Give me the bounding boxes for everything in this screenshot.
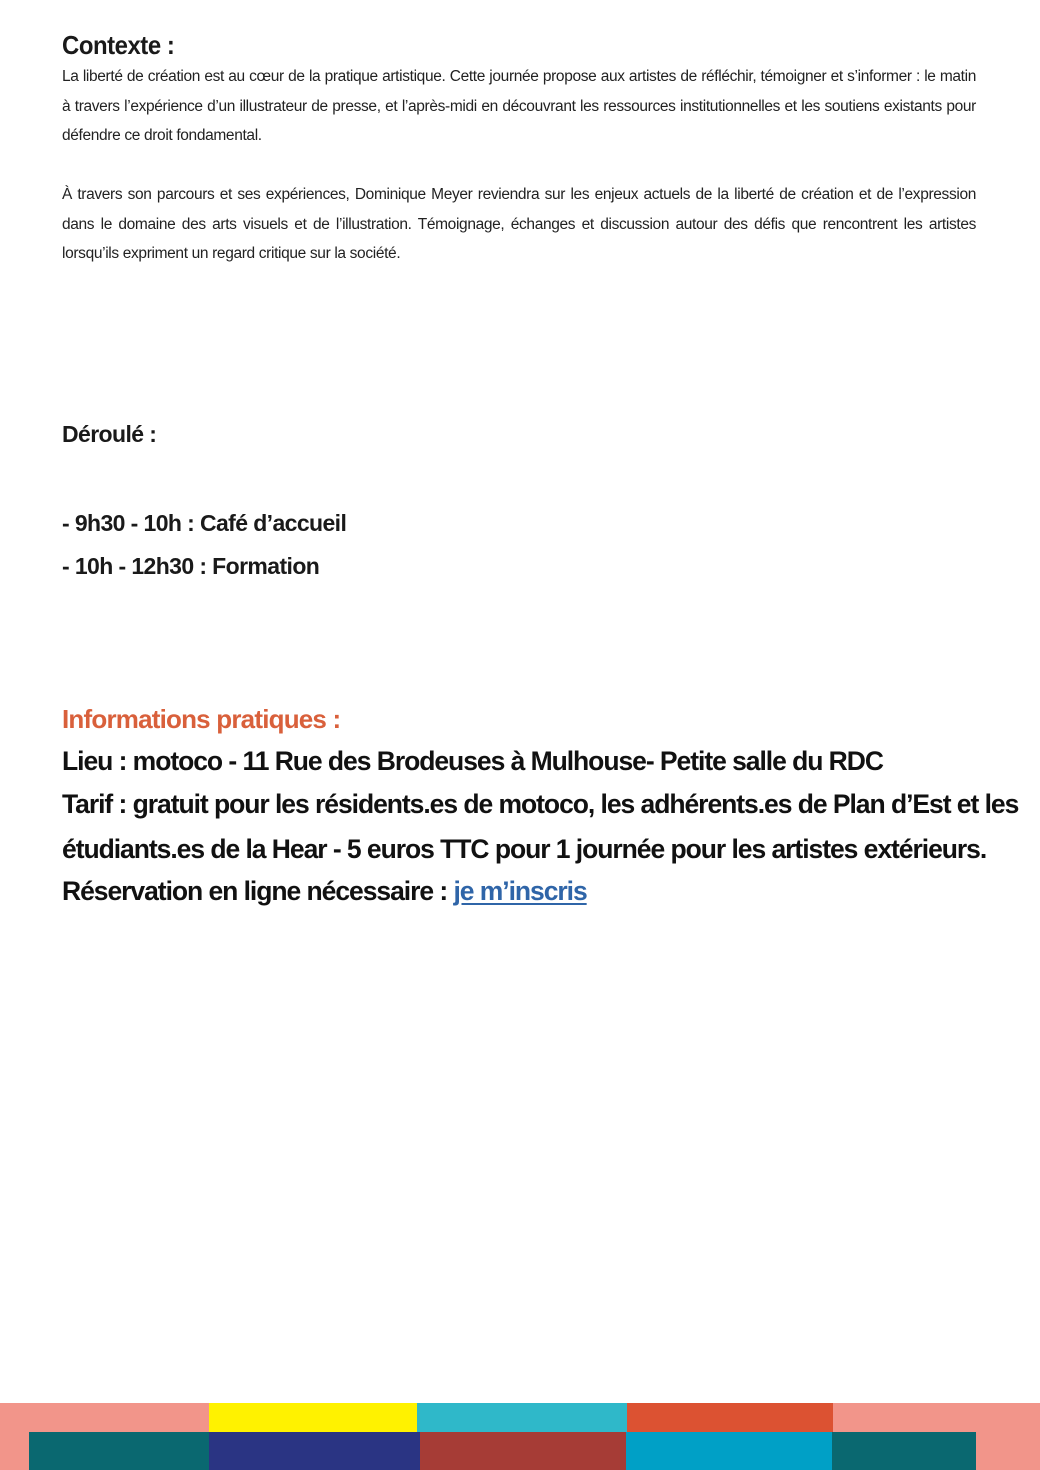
footer-stripe [626, 1432, 832, 1470]
footer-stripe [29, 1432, 209, 1470]
signup-link[interactable]: je m’inscris [453, 876, 587, 906]
footer-stripe [420, 1432, 626, 1470]
info-heading: Informations pratiques : [62, 704, 341, 734]
schedule-list [62, 502, 346, 588]
reservation-label: Réservation en ligne nécessaire : [62, 876, 454, 906]
info-lieu: Lieu : motoco - 11 Rue des Brodeuses à Mulhouse- Petite salle du RDC [62, 746, 883, 776]
footer-stripe [209, 1403, 417, 1432]
contexte-paragraph-1: La liberté de création est au cœur de la pratique artistique. Cette journée propose aux artistes de réfléchir, témoigner et s’informer : le matin à travers l’expérience d’un illustrateur de presse, et l’après-midi en découvrant les ressources institutionnelles et les soutiens existants pour défendre ce droit fondamental. [62, 68, 976, 144]
footer-stripe [417, 1403, 627, 1432]
footer-stripe [209, 1432, 420, 1470]
contexte-paragraph-2: À travers son parcours et ses expériences, Dominique Meyer reviendra sur les enjeux actuels de la liberté de création et de l’expression dans le domaine des arts visuels et de l’illustration. Témoignage, échanges et discussion autour des défis que rencontrent les artistes lorsqu’ils expriment un regard critique sur la société. [62, 186, 976, 262]
schedule-item: - 9h30 - 10h : Café d’accueil [62, 510, 347, 536]
contexte-heading: Contexte : [62, 30, 175, 60]
info-reservation [62, 876, 587, 907]
schedule-item: - 10h - 12h30 : Formation [62, 553, 320, 579]
info-tarif-line-2: étudiants.es de la Hear - 5 euros TTC pour 1 journée pour les artistes extérieurs. [62, 834, 987, 864]
deroule-heading: Déroulé : [62, 421, 157, 447]
footer-stripe [627, 1403, 833, 1432]
info-tarif-line-1: Tarif : gratuit pour les résidents.es de motoco, les adhérents.es de Plan d’Est et les [62, 789, 1019, 819]
footer-color-band [0, 1403, 1040, 1470]
footer-stripe [832, 1432, 976, 1470]
